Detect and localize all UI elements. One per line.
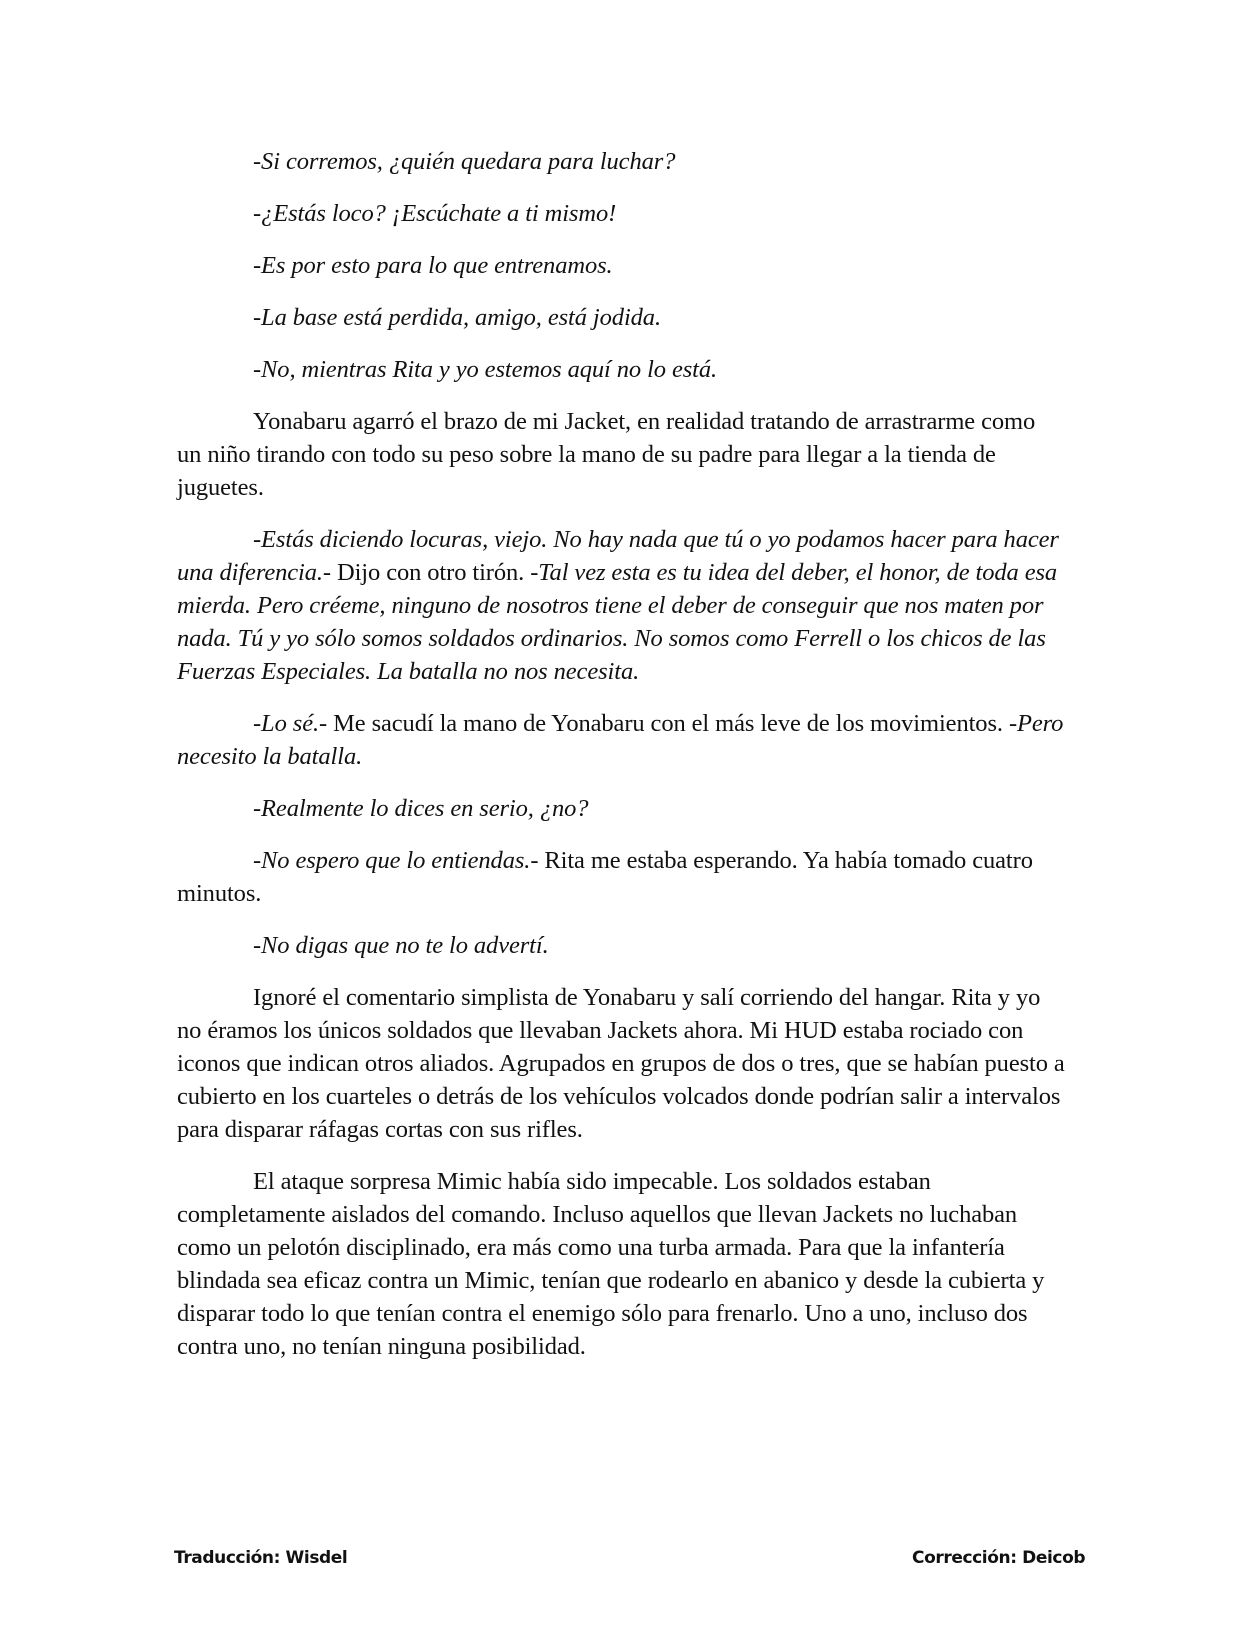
text-segment: -Estás diciendo locuras, viejo. No hay nada que tú o yo podamos hacer para hacer una diferencia. — [177, 526, 1059, 586]
paragraph — [177, 929, 1065, 962]
text-segment: -Es por esto para lo que entrenamos. — [253, 252, 613, 279]
paragraph — [177, 1165, 1065, 1363]
paragraph — [177, 707, 1065, 773]
body-text — [177, 145, 1065, 1382]
text-segment: -No, mientras Rita y yo estemos aquí no lo está. — [253, 356, 718, 383]
text-segment: -Lo sé. — [253, 710, 319, 737]
text-segment: -¿Estás loco? ¡Escúchate a ti mismo! — [253, 200, 617, 227]
text-segment: - Rita me estaba esperando. Ya había tomado cuatro minutos. — [177, 847, 1033, 907]
text-segment: El ataque sorpresa Mimic había sido impecable. Los soldados estaban completamente aislados del comando. Incluso aquellos que llevan Jackets no luchaban como un pelotón disciplinado, era más como una turba armada. Para que la infantería blindada sea eficaz contra un Mimic, tenían que rodearlo en abanico y desde la cubierta y disparar todo lo que tenían contra el enemigo sólo para frenarlo. Uno a uno, incluso dos contra uno, no tenían ninguna posibilidad. — [177, 1168, 1045, 1360]
text-segment: Ignoré el comentario simplista de Yonabaru y salí corriendo del hangar. Rita y yo no éramos los únicos soldados que llevaban Jackets ahora. Mi HUD estaba rociado con iconos que indican otros aliados. Agrupados en grupos de dos o tres, que se habían puesto a cubierto en los cuarteles o detrás de los vehículos volcados donde podrían salir a intervalos para disparar ráfagas cortas con sus rifles. — [177, 984, 1065, 1143]
paragraph — [177, 844, 1065, 910]
text-segment: -Realmente lo dices en serio, ¿no? — [253, 795, 589, 822]
text-segment: - Dijo con otro tirón. — [322, 559, 531, 586]
text-segment: -No espero que lo entiendas. — [253, 847, 531, 874]
paragraph — [177, 792, 1065, 825]
paragraph — [177, 145, 1065, 178]
paragraph — [177, 981, 1065, 1146]
paragraph — [177, 197, 1065, 230]
paragraph — [177, 249, 1065, 282]
text-segment: -Tal vez esta es tu idea del deber, el honor, de toda esa mierda. Pero créeme, ninguno de nosotros tiene el deber de conseguir que nos maten por nada. Tú y yo sólo somos soldados ordinarios. No somos como Ferrell o los chicos de las Fuerzas Especiales. La batalla no nos necesita. — [177, 559, 1058, 685]
text-segment: -No digas que no te lo advertí. — [253, 932, 549, 959]
footer-correction-credit: Corrección: Deicob — [912, 1548, 1086, 1568]
text-segment: -La base está perdida, amigo, está jodida. — [253, 304, 661, 331]
text-segment: Yonabaru agarró el brazo de mi Jacket, en realidad tratando de arrastrarme como un niño tirando con todo su peso sobre la mano de su padre para llegar a la tienda de juguetes. — [177, 408, 1036, 501]
paragraph — [177, 523, 1065, 688]
paragraph — [177, 405, 1065, 504]
text-segment: - Me sacudí la mano de Yonabaru con el más leve de los movimientos. — [319, 710, 1009, 737]
footer-translation-credit: Traducción: Wisdel — [174, 1548, 348, 1568]
text-segment: -Si corremos, ¿quién quedara para luchar? — [253, 148, 676, 175]
text-segment: -Pero necesito la batalla. — [177, 710, 1064, 770]
paragraph — [177, 301, 1065, 334]
paragraph — [177, 353, 1065, 386]
